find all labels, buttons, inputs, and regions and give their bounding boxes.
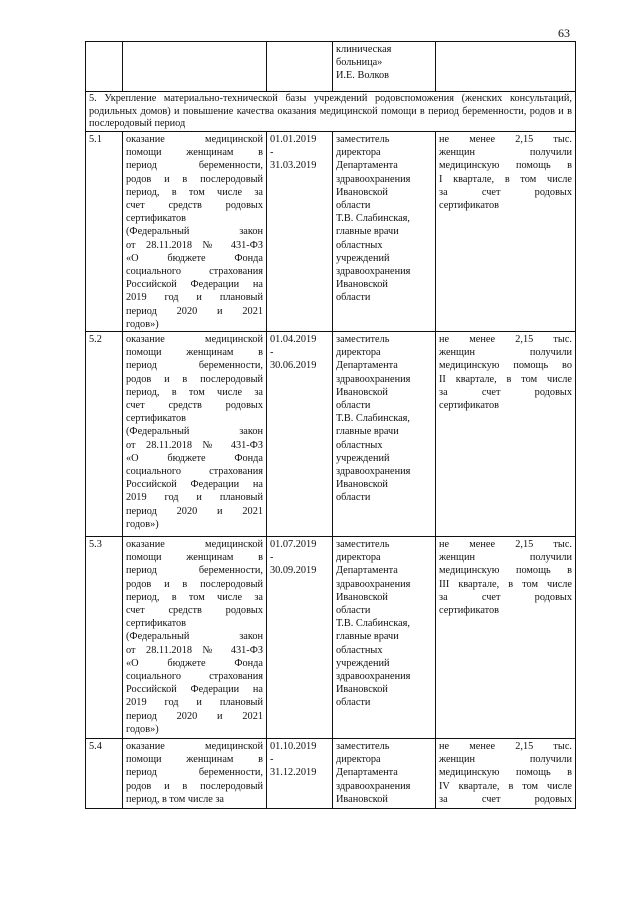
responsible-line: здравоохранения bbox=[336, 780, 411, 792]
table-row bbox=[86, 739, 576, 809]
responsible-line: клиническая bbox=[336, 44, 392, 55]
activity-line: родов и в послеродовый bbox=[126, 780, 263, 792]
activity-line: сертификатов bbox=[126, 213, 186, 225]
activity-line: от 28.11.2018 № 431-ФЗ bbox=[126, 239, 263, 251]
cell-responsible bbox=[333, 132, 436, 332]
activity-line: (Федеральный закон bbox=[126, 426, 263, 438]
activity-line: период 2020 и 2021 bbox=[126, 505, 263, 517]
table-row bbox=[86, 132, 576, 332]
activity-line: (Федеральный закон bbox=[126, 226, 263, 238]
activity-line: «О бюджете Фонда bbox=[126, 252, 263, 264]
responsible-line: областных bbox=[336, 439, 383, 451]
date-start: 01.04.2019 bbox=[270, 334, 317, 346]
responsible-line: больница» bbox=[336, 57, 383, 69]
cell-responsible bbox=[333, 537, 436, 739]
responsible-line: заместитель bbox=[336, 741, 390, 753]
activity-line: родов и в послеродовый bbox=[126, 373, 263, 385]
date-start: 01.07.2019 bbox=[270, 539, 317, 551]
responsible-line: здравоохранения bbox=[336, 671, 411, 683]
activity-line: от 28.11.2018 № 431-ФЗ bbox=[126, 644, 263, 656]
cell-activity bbox=[123, 537, 267, 739]
result-line: III квартале, в том числе bbox=[439, 578, 572, 590]
activity-line: оказание медицинской bbox=[126, 741, 263, 753]
result-line: IV квартале, в том числе bbox=[439, 780, 572, 792]
cell-result bbox=[436, 537, 576, 739]
activity-line: от 28.11.2018 № 431-ФЗ bbox=[126, 439, 263, 451]
activity-line: Российской Федерации на bbox=[126, 684, 263, 696]
activity-line: 2019 год и плановый bbox=[126, 492, 263, 504]
activity-line: помощи женщинам в bbox=[126, 347, 263, 359]
result-line: женщин получили bbox=[439, 147, 572, 159]
result-line: не менее 2,15 тыс. bbox=[439, 334, 572, 346]
result-line: не менее 2,15 тыс. bbox=[439, 539, 572, 551]
activity-line: помощи женщинам в bbox=[126, 552, 263, 564]
activity-line: период 2020 и 2021 bbox=[126, 305, 263, 317]
date-end: 30.06.2019 bbox=[270, 360, 317, 372]
responsible-line: области bbox=[336, 200, 371, 212]
result-line: не менее 2,15 тыс. bbox=[439, 741, 572, 753]
responsible-line: главные врачи bbox=[336, 631, 399, 643]
responsible-line: Т.В. Слабинская, bbox=[336, 413, 410, 425]
cell-activity bbox=[123, 332, 267, 537]
activity-line: Российской Федерации на bbox=[126, 479, 263, 491]
activity-line: (Федеральный закон bbox=[126, 631, 263, 643]
activity-line: счет средств родовых bbox=[126, 400, 263, 412]
activity-line: оказание медицинской bbox=[126, 134, 263, 145]
responsible-line: заместитель bbox=[336, 134, 390, 145]
result-line: за счет родовых bbox=[439, 591, 572, 603]
result-line: женщин получили bbox=[439, 552, 572, 564]
responsible-line: главные врачи bbox=[336, 426, 399, 438]
responsible-line: директора bbox=[336, 147, 381, 159]
cell-term bbox=[267, 332, 333, 537]
result-line: за счет родовых bbox=[439, 386, 572, 398]
activity-line: сертификатов bbox=[126, 413, 186, 425]
activity-line: сертификатов bbox=[126, 618, 186, 630]
activity-line: родов и в послеродовый bbox=[126, 578, 263, 590]
cell-result bbox=[436, 132, 576, 332]
cell-activity bbox=[123, 132, 267, 332]
result-line: не менее 2,15 тыс. bbox=[439, 134, 572, 145]
activity-line: оказание медицинской bbox=[126, 539, 263, 551]
responsible-line: областных bbox=[336, 644, 383, 656]
activity-line: годов») bbox=[126, 518, 159, 530]
table-row bbox=[86, 537, 576, 739]
responsible-line: Департамента bbox=[336, 160, 398, 172]
responsible-line: Ивановской bbox=[336, 479, 388, 491]
activity-line: помощи женщинам в bbox=[126, 754, 263, 766]
result-line: сертификатов bbox=[439, 605, 499, 617]
result-line: медицинскую помощь в bbox=[439, 160, 572, 172]
activity-line: период беременности, bbox=[126, 565, 263, 577]
cell-number: 5.3 bbox=[86, 537, 123, 739]
section-title: 5. Укрепление материально-технической базы учреждений родовспоможения (женских консультаций, родильных домов) и повышение качества оказания медицинской помощи в период беременности, родов и в послеродовый период bbox=[86, 92, 576, 132]
responsible-line: Департамента bbox=[336, 767, 398, 779]
responsible-line: Ивановской bbox=[336, 186, 388, 198]
responsible-line: области bbox=[336, 292, 371, 304]
date-start: 01.01.2019 bbox=[270, 134, 317, 145]
activity-line: Российской Федерации на bbox=[126, 279, 263, 291]
cell-number: 5.2 bbox=[86, 332, 123, 537]
section-heading-row bbox=[86, 92, 576, 132]
responsible-line: директора bbox=[336, 552, 381, 564]
responsible-line: Ивановской bbox=[336, 591, 388, 603]
cell-activity bbox=[123, 42, 267, 92]
activity-line: годов») bbox=[126, 723, 159, 735]
cell-term bbox=[267, 132, 333, 332]
table-row bbox=[86, 42, 576, 92]
activity-line: социального страхования bbox=[126, 266, 263, 278]
cell-responsible bbox=[333, 332, 436, 537]
activity-line: счет средств родовых bbox=[126, 605, 263, 617]
responsible-line: Ивановской bbox=[336, 793, 388, 805]
responsible-line: Ивановской bbox=[336, 386, 388, 398]
responsible-line: директора bbox=[336, 754, 381, 766]
activity-line: период 2020 и 2021 bbox=[126, 710, 263, 722]
activity-line: «О бюджете Фонда bbox=[126, 452, 263, 464]
responsible-line: Департамента bbox=[336, 360, 398, 372]
cell-responsible bbox=[333, 739, 436, 809]
result-line: II квартале, в том числе bbox=[439, 373, 572, 385]
responsible-line: Т.В. Слабинская, bbox=[336, 618, 410, 630]
cell-term bbox=[267, 739, 333, 809]
result-line: медицинскую помощь во bbox=[439, 360, 572, 372]
date-end: 31.12.2019 bbox=[270, 767, 317, 779]
activity-line: период беременности, bbox=[126, 360, 263, 372]
cell-result bbox=[436, 42, 576, 92]
cell-term bbox=[267, 537, 333, 739]
responsible-line: И.Е. Волков bbox=[336, 70, 389, 82]
responsible-line: учреждений bbox=[336, 657, 390, 669]
result-line: сертификатов bbox=[439, 200, 499, 212]
responsible-line: областных bbox=[336, 239, 383, 251]
activity-line: оказание медицинской bbox=[126, 334, 263, 346]
cell-term bbox=[267, 42, 333, 92]
responsible-line: здравоохранения bbox=[336, 373, 411, 385]
responsible-line: области bbox=[336, 605, 371, 617]
date-start: 01.10.2019 bbox=[270, 741, 317, 753]
activity-line: годов») bbox=[126, 318, 159, 330]
activity-line: «О бюджете Фонда bbox=[126, 657, 263, 669]
responsible-line: здравоохранения bbox=[336, 578, 411, 590]
responsible-line: здравоохранения bbox=[336, 173, 411, 185]
table-row bbox=[86, 332, 576, 537]
date-separator: - bbox=[270, 552, 274, 564]
responsible-line: учреждений bbox=[336, 252, 390, 264]
result-line: сертификатов bbox=[439, 400, 499, 412]
responsible-line: заместитель bbox=[336, 334, 390, 346]
activity-line: счет средств родовых bbox=[126, 200, 263, 212]
responsible-line: области bbox=[336, 697, 371, 709]
activity-line: 2019 год и плановый bbox=[126, 697, 263, 709]
activity-line: родов и в послеродовый bbox=[126, 173, 263, 185]
activity-line: период, в том числе за bbox=[126, 793, 225, 805]
activity-line: период, в том числе за bbox=[126, 186, 263, 198]
date-end: 31.03.2019 bbox=[270, 160, 317, 172]
result-line: I квартале, в том числе bbox=[439, 173, 572, 185]
cell-number: 5.1 bbox=[86, 132, 123, 332]
result-line: медицинскую помощь в bbox=[439, 767, 572, 779]
responsible-line: главные врачи bbox=[336, 226, 399, 238]
responsible-line: учреждений bbox=[336, 452, 390, 464]
cell-result bbox=[436, 332, 576, 537]
responsible-line: области bbox=[336, 400, 371, 412]
activity-line: помощи женщинам в bbox=[126, 147, 263, 159]
result-line: женщин получили bbox=[439, 754, 572, 766]
cell-activity bbox=[123, 739, 267, 809]
page-number: 63 bbox=[558, 26, 570, 40]
activity-line: период, в том числе за bbox=[126, 386, 263, 398]
responsible-line: Ивановской bbox=[336, 684, 388, 696]
responsible-line: заместитель bbox=[336, 539, 390, 551]
date-separator: - bbox=[270, 754, 274, 766]
responsible-line: здравоохранения bbox=[336, 466, 411, 478]
responsible-line: директора bbox=[336, 347, 381, 359]
activity-line: период, в том числе за bbox=[126, 591, 263, 603]
activity-line: социального страхования bbox=[126, 466, 263, 478]
result-line: за счет родовых bbox=[439, 793, 572, 805]
activity-line: 2019 год и плановый bbox=[126, 292, 263, 304]
activity-line: период беременности, bbox=[126, 767, 263, 779]
activity-line: социального страхования bbox=[126, 671, 263, 683]
responsible-line: Т.В. Слабинская, bbox=[336, 213, 410, 225]
date-separator: - bbox=[270, 347, 274, 359]
date-separator: - bbox=[270, 147, 274, 159]
responsible-line: Ивановской bbox=[336, 279, 388, 291]
activity-line: период беременности, bbox=[126, 160, 263, 172]
cell-responsible bbox=[333, 42, 436, 92]
responsible-line: области bbox=[336, 492, 371, 504]
responsible-line: здравоохранения bbox=[336, 266, 411, 278]
cell-number bbox=[86, 42, 123, 92]
date-end: 30.09.2019 bbox=[270, 565, 317, 577]
cell-result bbox=[436, 739, 576, 809]
result-line: женщин получили bbox=[439, 347, 572, 359]
responsible-line: Департамента bbox=[336, 565, 398, 577]
result-line: медицинскую помощь в bbox=[439, 565, 572, 577]
result-line: за счет родовых bbox=[439, 186, 572, 198]
activity-plan-table bbox=[85, 41, 576, 809]
cell-number: 5.4 bbox=[86, 739, 123, 809]
